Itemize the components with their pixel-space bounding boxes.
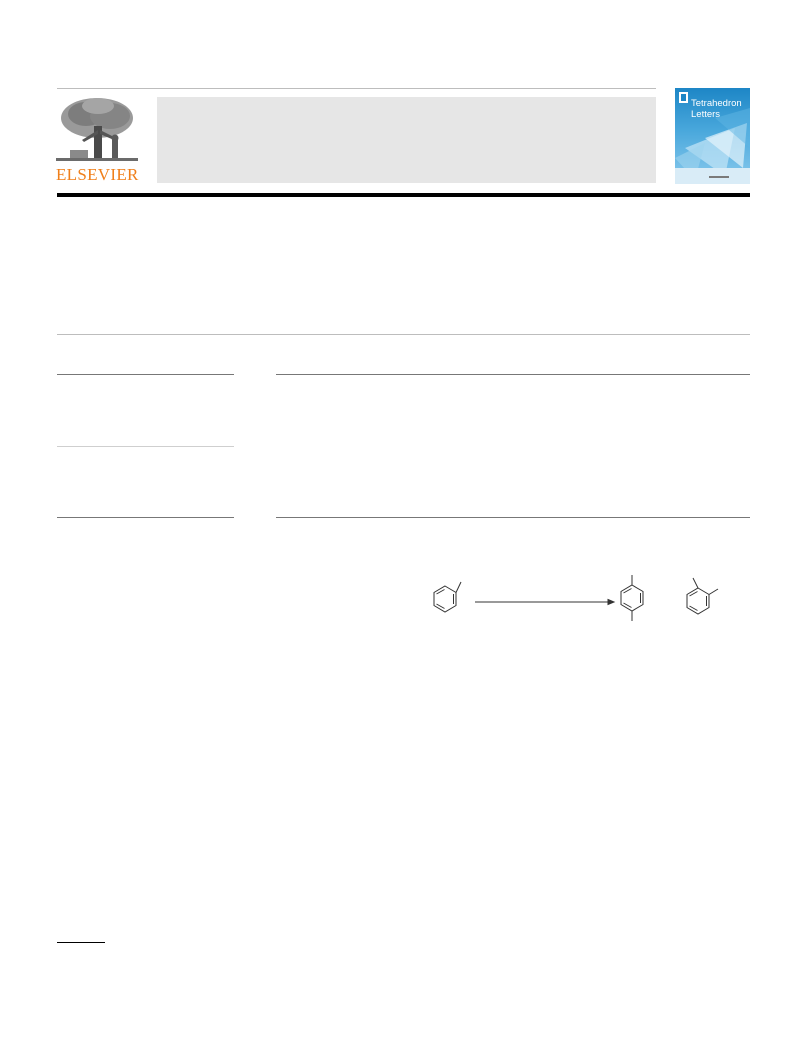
p-xylene-structure [621, 575, 643, 621]
reaction-arrow [475, 600, 614, 605]
journal-masthead-box [157, 97, 656, 183]
top-rule [57, 88, 656, 89]
publisher-wordmark: ELSEVIER [56, 165, 139, 184]
article-info-bottom-rule [57, 517, 234, 518]
article-info-top-rule [57, 374, 234, 375]
title-block-rule [57, 334, 750, 335]
journal-cover-thumbnail [675, 88, 750, 184]
o-xylene-structure [687, 578, 718, 614]
toluene-structure [434, 582, 461, 612]
abstract-top-rule [276, 374, 750, 375]
footnote-rule [57, 942, 105, 943]
article-info-mid-rule [57, 446, 234, 447]
cover-journal-title: Tetrahedron Letters [691, 98, 742, 120]
graphical-abstract-scheme [420, 570, 730, 630]
header-thick-rule [57, 193, 750, 197]
cover-footer-strip [675, 168, 750, 184]
cover-badge-icon [679, 92, 688, 103]
abstract-bottom-rule [276, 517, 750, 518]
